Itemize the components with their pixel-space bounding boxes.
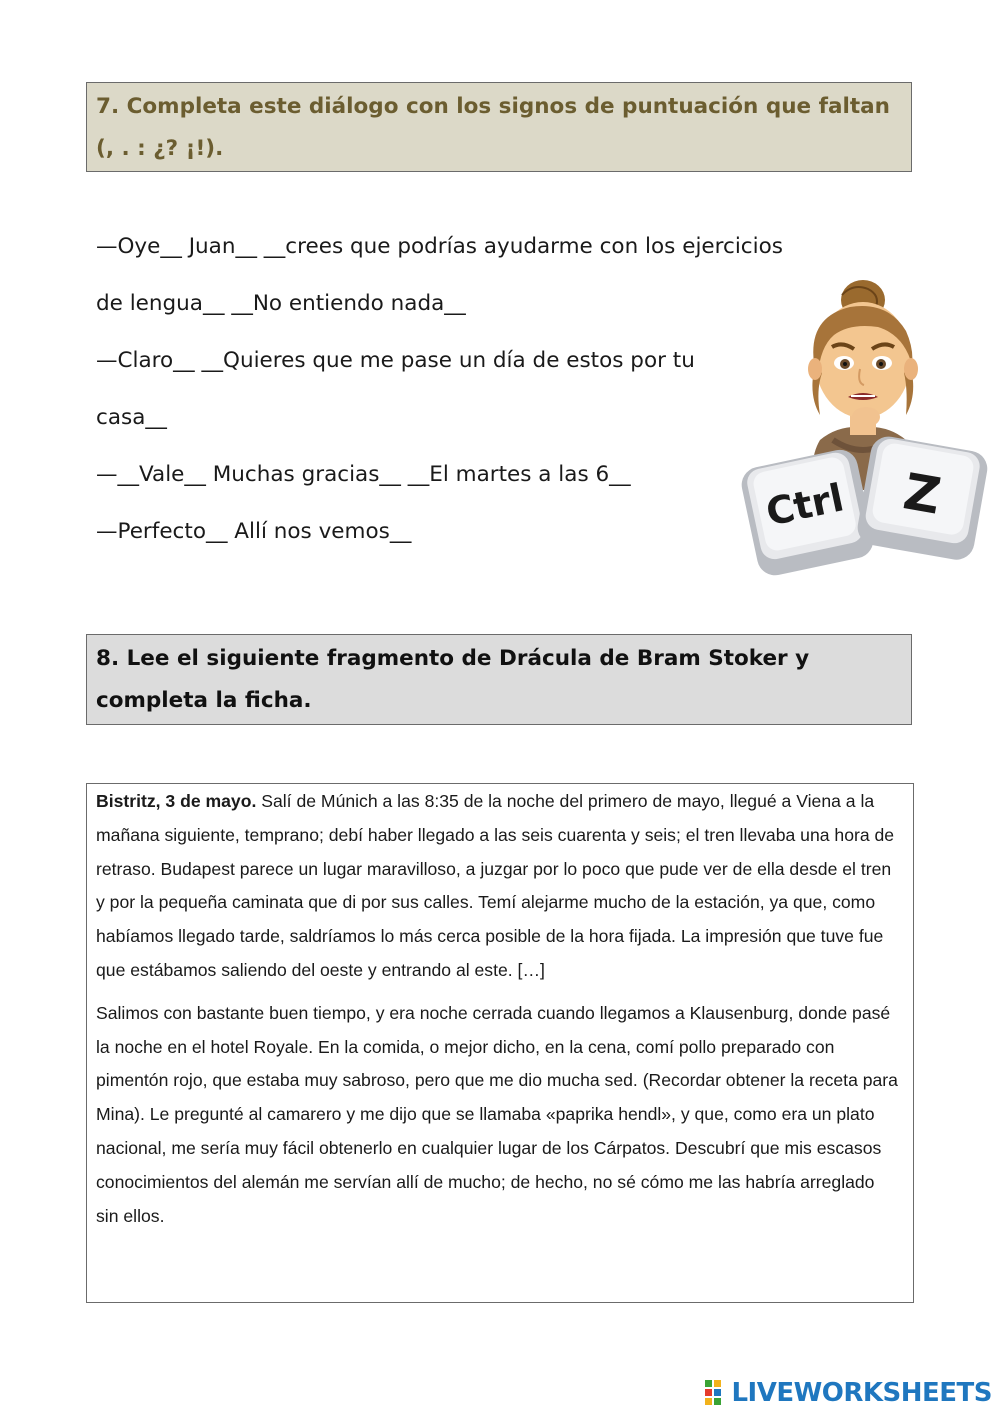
section-8-header (86, 634, 912, 725)
fragment-lead: Bistritz, 3 de mayo. (96, 791, 257, 811)
dialog-line: de lengua__ __No entiendo nada__ (96, 291, 466, 316)
dialog-line: —Perfecto__ Allí nos vemos__ (96, 519, 412, 544)
dracula-fragment (86, 783, 914, 1303)
z-key-icon (855, 434, 988, 563)
liveworksheets-logo (705, 1375, 992, 1411)
fragment-paragraph-1 (96, 785, 901, 988)
brand-name: LIVEWORKSHEETS (731, 1378, 992, 1408)
dialog-line: —__Vale__ Muchas gracias__ __El martes a las 6__ (96, 462, 631, 487)
section-7-title: 7. Completa este diálogo con los signos de puntuación que faltan (, . : ¿? ¡!). (96, 94, 890, 161)
liveworksheets-icon (705, 1380, 731, 1406)
section-7-header (86, 82, 912, 172)
fragment-paragraph-2: Salimos con bastante buen tiempo, y era noche cerrada cuando llegamos a Klausenburg, donde pasé la noche en el hotel Royale. En la comida, o mejor dicho, en la cena, comí pollo preparado con pimentón rojo, que estaba muy sabroso, pero que me dio mucha sed. (Recordar obtener la receta para Mina). Le pregunté al camarero y me dijo que se llamaba «paprika hendl», y que, como era un plato nacional, me sería muy fácil obtenerlo en cualquier lugar de los Cárpatos. Descubrí que mis escasos conocimientos del alemán me servían allí de mucho; de hecho, no sé cómo me las habría arreglado sin ellos. (96, 1002, 898, 1226)
dialog-line: —Oye__ Juan__ __crees que podrías ayudarme con los ejercicios (96, 234, 783, 259)
ctrl-key-label: Ctrl (762, 475, 848, 535)
dialog-line: —Claro__ __Quieres que me pase un día de estos por tu (96, 348, 695, 373)
fragment-text-1: Salí de Múnich a las 8:35 de la noche del primero de mayo, llegué a Viena a la mañana siguiente, temprano; debí haber llegado a las seis cuarenta y seis; el tren llevaba una hora de retraso. Budapest parece un lugar maravilloso, a juzgar por lo poco que pude ver de ella desde el tren y por la pequeña caminata que di por sus calles. Temí alejarme mucho de la estación, ya que, como habíamos llegado tarde, saldríamos lo más cerca posible de la hora fijada. La impresión que tuve fue que estábamos saliendo del oeste y entrando al este. […] (96, 791, 895, 980)
ctrl-key-icon (738, 447, 876, 579)
dialog-line: casa__ (96, 405, 167, 430)
worried-girl-ctrl-z-illustration (738, 265, 988, 580)
section-8-title: 8. Lee el siguiente fragmento de Drácula de Bram Stoker y completa la ficha. (96, 646, 810, 713)
z-key-label: Z (899, 462, 946, 526)
